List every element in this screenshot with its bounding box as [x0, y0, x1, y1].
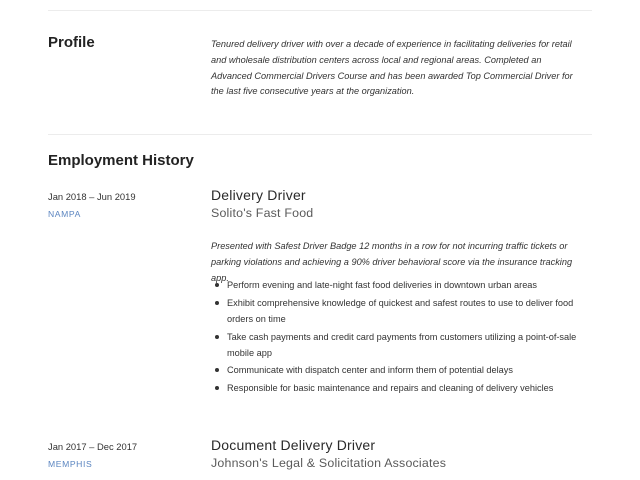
top-divider	[48, 10, 592, 11]
list-item-text: Take cash payments and credit card payments from customers utilizing a point-of-sale mobile app	[227, 331, 577, 358]
list-item	[211, 295, 591, 327]
list-item-text: Exhibit comprehensive knowledge of quickest and safest routes to use to deliver food orders on time	[227, 297, 574, 324]
bullet-icon	[215, 301, 219, 305]
list-item	[211, 362, 591, 378]
job-dates: Jan 2018 – Jun 2019	[48, 191, 136, 202]
job-title: Delivery Driver	[211, 187, 306, 203]
bullet-icon	[215, 386, 219, 390]
job-city: NAMPA	[48, 209, 81, 219]
job-title: Document Delivery Driver	[211, 437, 376, 453]
list-item-text: Perform evening and late-night fast food deliveries in downtown urban areas	[227, 280, 538, 290]
job-city: MEMPHIS	[48, 459, 93, 469]
list-item	[211, 380, 591, 396]
job-company: Solito's Fast Food	[211, 206, 314, 220]
list-item-text: Responsible for basic maintenance and repairs and cleaning of delivery vehicles	[227, 383, 554, 394]
profile-summary: Tenured delivery driver with over a decade of experience in facilitating deliveries for retail and wholesale distribution centers across local and regional areas. Completed an Advanced Commercial Drivers Course and has been awarded Top Commercial Driver for the last five consecutive years at the organization.	[211, 39, 573, 97]
list-item	[211, 277, 591, 293]
section-divider	[48, 134, 592, 135]
employment-history-heading: Employment History	[48, 152, 194, 169]
job-company: Johnson's Legal & Solicitation Associates	[211, 456, 447, 470]
job-dates: Jan 2017 – Dec 2017	[48, 441, 138, 452]
job-responsibilities-list	[211, 277, 591, 398]
bullet-icon	[215, 283, 219, 287]
bullet-icon	[215, 368, 219, 372]
list-item-text: Communicate with dispatch center and inform them of potential delays	[227, 365, 513, 376]
job-summary: Presented with Safest Driver Badge 12 months in a row for not incurring traffic tickets or parking violations and achieving a 90% driver behavioral score via the insurance tracking app.	[211, 241, 573, 283]
bullet-icon	[215, 335, 219, 339]
list-item	[211, 329, 591, 361]
profile-heading: Profile	[48, 34, 95, 51]
